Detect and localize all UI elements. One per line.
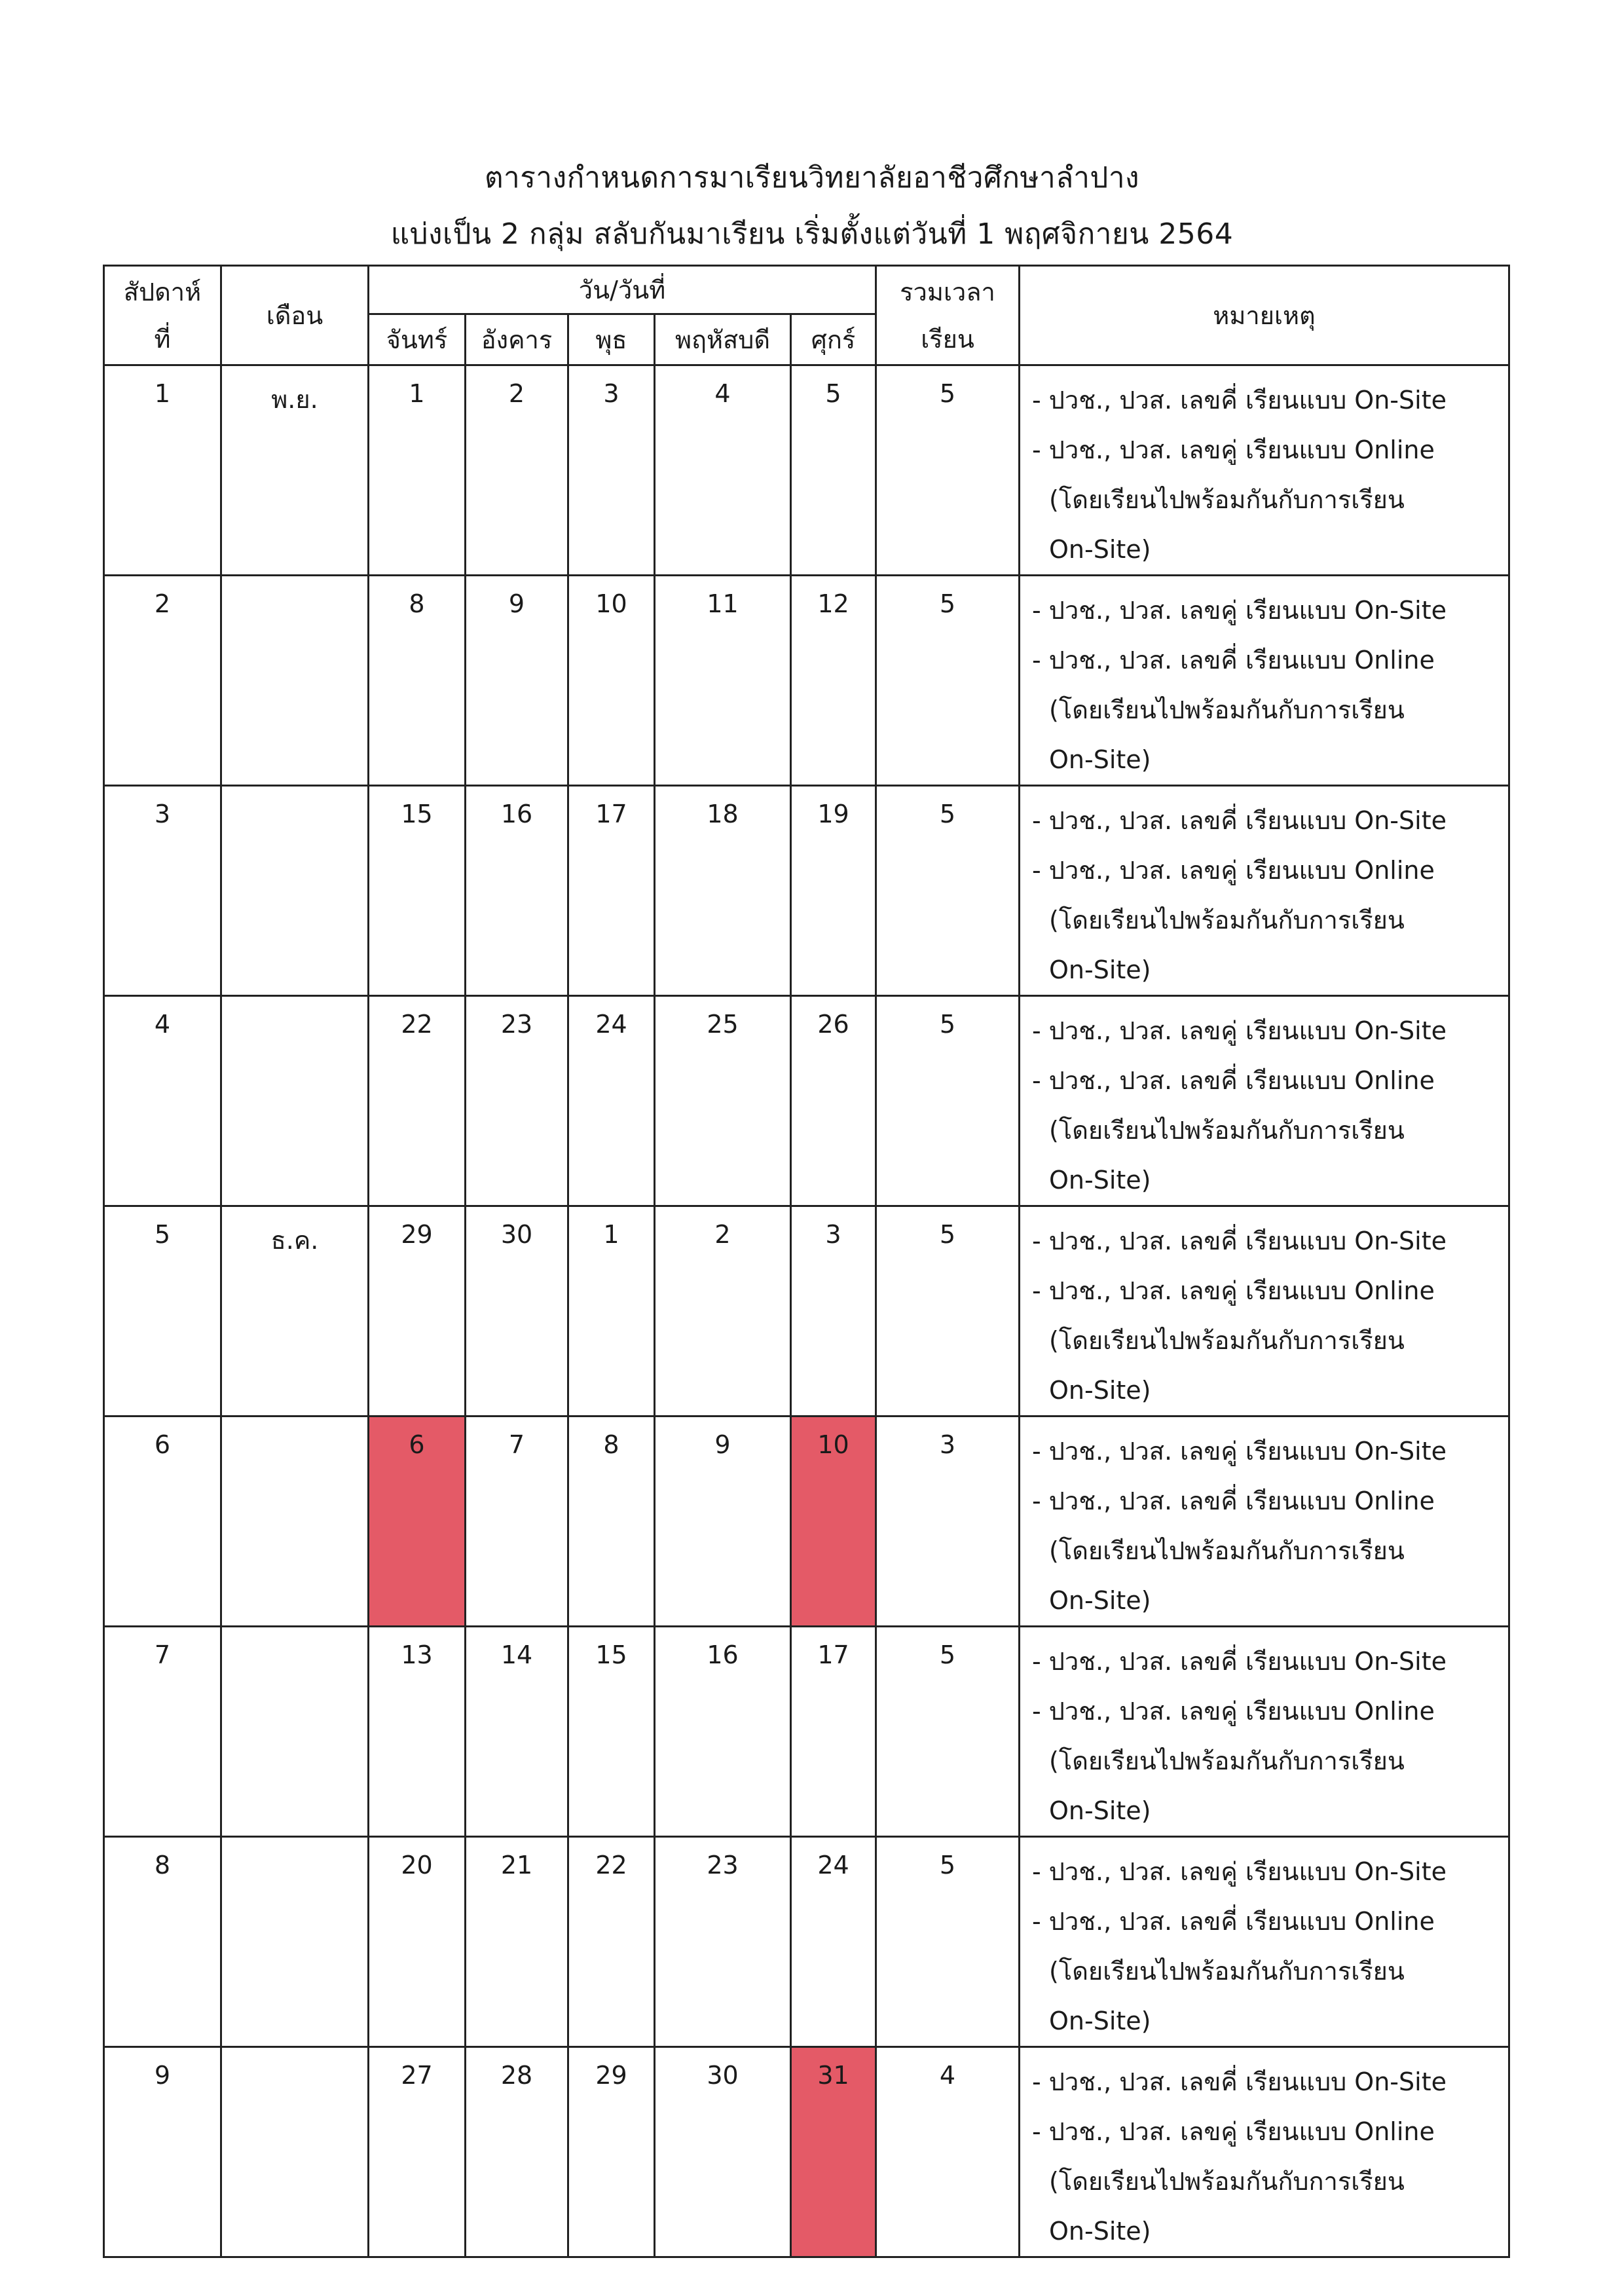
remark-line: On-Site) <box>1049 2007 1151 2035</box>
remark-line: - ปวช., ปวส. เลขคี่ เรียนแบบ Online <box>1032 1066 1435 1095</box>
date-cell: 8 <box>369 576 466 786</box>
remark-line: (โดยเรียนไปพร้อมกันกับการเรียน <box>1049 695 1405 724</box>
remarks-cell <box>1020 1206 1509 1416</box>
header-day-fri: ศุกร์ <box>791 314 876 365</box>
month-cell: พ.ย. <box>221 365 369 576</box>
remark-line: - ปวช., ปวส. เลขคู่ เรียนแบบ On-Site <box>1032 1437 1447 1466</box>
table-row <box>104 365 1509 576</box>
month-cell <box>221 1837 369 2047</box>
total-cell: 4 <box>876 2047 1020 2257</box>
total-cell: 5 <box>876 1206 1020 1416</box>
schedule-table <box>103 265 1510 2258</box>
week-cell: 8 <box>104 1837 221 2047</box>
remark-line: (โดยเรียนไปพร้อมกันกับการเรียน <box>1049 1326 1405 1355</box>
week-cell: 1 <box>104 365 221 576</box>
remark-line: - ปวช., ปวส. เลขคี่ เรียนแบบ On-Site <box>1032 1227 1447 1255</box>
date-cell-holiday: 10 <box>791 1416 876 1627</box>
date-cell: 28 <box>466 2047 568 2257</box>
date-cell: 24 <box>791 1837 876 2047</box>
remarks-cell <box>1020 786 1509 996</box>
date-cell: 16 <box>466 786 568 996</box>
remark-line: - ปวช., ปวส. เลขคี่ เรียนแบบ On-Site <box>1032 1647 1447 1676</box>
remark-line: On-Site) <box>1049 2217 1151 2246</box>
date-cell: 9 <box>655 1416 791 1627</box>
date-cell: 24 <box>568 996 655 1206</box>
date-cell: 16 <box>655 1627 791 1837</box>
remarks-cell <box>1020 365 1509 576</box>
week-cell: 4 <box>104 996 221 1206</box>
date-cell: 30 <box>466 1206 568 1416</box>
date-cell-holiday: 6 <box>369 1416 466 1627</box>
remark-line: - ปวช., ปวส. เลขคี่ เรียนแบบ Online <box>1032 1907 1435 1936</box>
month-cell <box>221 1627 369 1837</box>
table-row <box>104 786 1509 996</box>
remark-line: On-Site) <box>1049 1166 1151 1194</box>
table-row <box>104 996 1509 1206</box>
date-cell: 29 <box>568 2047 655 2257</box>
date-cell: 22 <box>369 996 466 1206</box>
date-cell: 1 <box>568 1206 655 1416</box>
remark-line: - ปวช., ปวส. เลขคู่ เรียนแบบ Online <box>1032 1697 1435 1726</box>
remark-line: - ปวช., ปวส. เลขคู่ เรียนแบบ Online <box>1032 856 1435 885</box>
header-week-line2: ที่ <box>154 324 171 354</box>
month-cell <box>221 576 369 786</box>
date-cell: 18 <box>655 786 791 996</box>
remark-line: - ปวช., ปวส. เลขคู่ เรียนแบบ On-Site <box>1032 1857 1447 1886</box>
total-cell: 5 <box>876 365 1020 576</box>
remark-line: - ปวช., ปวส. เลขคู่ เรียนแบบ Online <box>1032 2117 1435 2146</box>
remarks-cell <box>1020 576 1509 786</box>
header-day-tue: อังคาร <box>466 314 568 365</box>
remark-line: On-Site) <box>1049 1796 1151 1825</box>
week-cell: 9 <box>104 2047 221 2257</box>
total-cell: 5 <box>876 786 1020 996</box>
total-cell: 5 <box>876 576 1020 786</box>
date-cell: 19 <box>791 786 876 996</box>
remark-line: (โดยเรียนไปพร้อมกันกับการเรียน <box>1049 1116 1405 1145</box>
date-cell: 2 <box>466 365 568 576</box>
table-row <box>104 1416 1509 1627</box>
month-cell <box>221 996 369 1206</box>
date-cell: 22 <box>568 1837 655 2047</box>
date-cell: 20 <box>369 1837 466 2047</box>
date-cell: 11 <box>655 576 791 786</box>
remark-line: On-Site) <box>1049 535 1151 564</box>
week-cell: 5 <box>104 1206 221 1416</box>
total-cell: 5 <box>876 1627 1020 1837</box>
header-day-thu: พฤหัสบดี <box>655 314 791 365</box>
remark-line: (โดยเรียนไปพร้อมกันกับการเรียน <box>1049 906 1405 935</box>
document-subtitle: แบ่งเป็น 2 กลุ่ม สลับกันมาเรียน เริ่มตั้งแต่วันที่ 1 พฤศจิกายน 2564 <box>390 217 1234 251</box>
date-cell: 17 <box>791 1627 876 1837</box>
date-cell: 8 <box>568 1416 655 1627</box>
month-cell <box>221 786 369 996</box>
remarks-cell <box>1020 1627 1509 1837</box>
header-day-mon: จันทร์ <box>369 314 466 365</box>
date-cell: 5 <box>791 365 876 576</box>
remark-line: On-Site) <box>1049 955 1151 984</box>
date-cell: 13 <box>369 1627 466 1837</box>
remark-line: On-Site) <box>1049 1586 1151 1615</box>
remark-line: (โดยเรียนไปพร้อมกันกับการเรียน <box>1049 1747 1405 1775</box>
total-cell: 5 <box>876 1837 1020 2047</box>
header-day-wed: พุธ <box>568 314 655 365</box>
remark-line: - ปวช., ปวส. เลขคี่ เรียนแบบ On-Site <box>1032 806 1447 835</box>
remarks-cell <box>1020 1416 1509 1627</box>
remark-line: (โดยเรียนไปพร้อมกันกับการเรียน <box>1049 1536 1405 1565</box>
table-row <box>104 2047 1509 2257</box>
date-cell: 1 <box>369 365 466 576</box>
table-row <box>104 576 1509 786</box>
week-cell: 7 <box>104 1627 221 1837</box>
header-total <box>876 266 1020 365</box>
remark-line: - ปวช., ปวส. เลขคู่ เรียนแบบ On-Site <box>1032 1016 1447 1045</box>
remarks-cell <box>1020 2047 1509 2257</box>
date-cell: 30 <box>655 2047 791 2257</box>
week-cell: 3 <box>104 786 221 996</box>
date-cell: 7 <box>466 1416 568 1627</box>
week-cell: 2 <box>104 576 221 786</box>
date-cell: 29 <box>369 1206 466 1416</box>
date-cell-holiday: 31 <box>791 2047 876 2257</box>
date-cell: 21 <box>466 1837 568 2047</box>
table-row <box>104 1627 1509 1837</box>
remark-line: (โดยเรียนไปพร้อมกันกับการเรียน <box>1049 485 1405 514</box>
date-cell: 25 <box>655 996 791 1206</box>
total-cell: 5 <box>876 996 1020 1206</box>
date-cell: 23 <box>655 1837 791 2047</box>
header-month: เดือน <box>221 266 369 365</box>
month-cell <box>221 2047 369 2257</box>
date-cell: 27 <box>369 2047 466 2257</box>
document-title: ตารางกำหนดการมาเรียนวิทยาลัยอาชีวศึกษาลำปาง <box>484 161 1140 194</box>
date-cell: 3 <box>791 1206 876 1416</box>
date-cell: 15 <box>369 786 466 996</box>
date-cell: 17 <box>568 786 655 996</box>
header-total-line1: รวมเวลา <box>900 277 995 306</box>
header-week <box>104 266 221 365</box>
date-cell: 26 <box>791 996 876 1206</box>
month-cell <box>221 1416 369 1627</box>
header-day-date: วัน/วันที่ <box>369 266 876 314</box>
date-cell: 3 <box>568 365 655 576</box>
remark-line: - ปวช., ปวส. เลขคี่ เรียนแบบ Online <box>1032 646 1435 675</box>
date-cell: 14 <box>466 1627 568 1837</box>
table-row <box>104 1206 1509 1416</box>
date-cell: 4 <box>655 365 791 576</box>
header-week-line1: สัปดาห์ <box>123 277 202 306</box>
date-cell: 12 <box>791 576 876 786</box>
remark-line: On-Site) <box>1049 1376 1151 1405</box>
remark-line: On-Site) <box>1049 745 1151 774</box>
header-total-line2: เรียน <box>921 324 974 354</box>
header-remarks: หมายเหตุ <box>1020 266 1509 365</box>
remark-line: - ปวช., ปวส. เลขคี่ เรียนแบบ On-Site <box>1032 2067 1447 2096</box>
remark-line: - ปวช., ปวส. เลขคี่ เรียนแบบ Online <box>1032 1487 1435 1515</box>
remark-line: (โดยเรียนไปพร้อมกันกับการเรียน <box>1049 2167 1405 2196</box>
remark-line: - ปวช., ปวส. เลขคี่ เรียนแบบ On-Site <box>1032 386 1447 415</box>
remark-line: - ปวช., ปวส. เลขคู่ เรียนแบบ Online <box>1032 435 1435 464</box>
month-cell: ธ.ค. <box>221 1206 369 1416</box>
total-cell: 3 <box>876 1416 1020 1627</box>
date-cell: 9 <box>466 576 568 786</box>
week-cell: 6 <box>104 1416 221 1627</box>
remarks-cell <box>1020 996 1509 1206</box>
remark-line: (โดยเรียนไปพร้อมกันกับการเรียน <box>1049 1957 1405 1986</box>
table-row <box>104 1837 1509 2047</box>
date-cell: 15 <box>568 1627 655 1837</box>
date-cell: 2 <box>655 1206 791 1416</box>
date-cell: 23 <box>466 996 568 1206</box>
date-cell: 10 <box>568 576 655 786</box>
remarks-cell <box>1020 1837 1509 2047</box>
remark-line: - ปวช., ปวส. เลขคู่ เรียนแบบ Online <box>1032 1276 1435 1305</box>
remark-line: - ปวช., ปวส. เลขคู่ เรียนแบบ On-Site <box>1032 596 1447 625</box>
